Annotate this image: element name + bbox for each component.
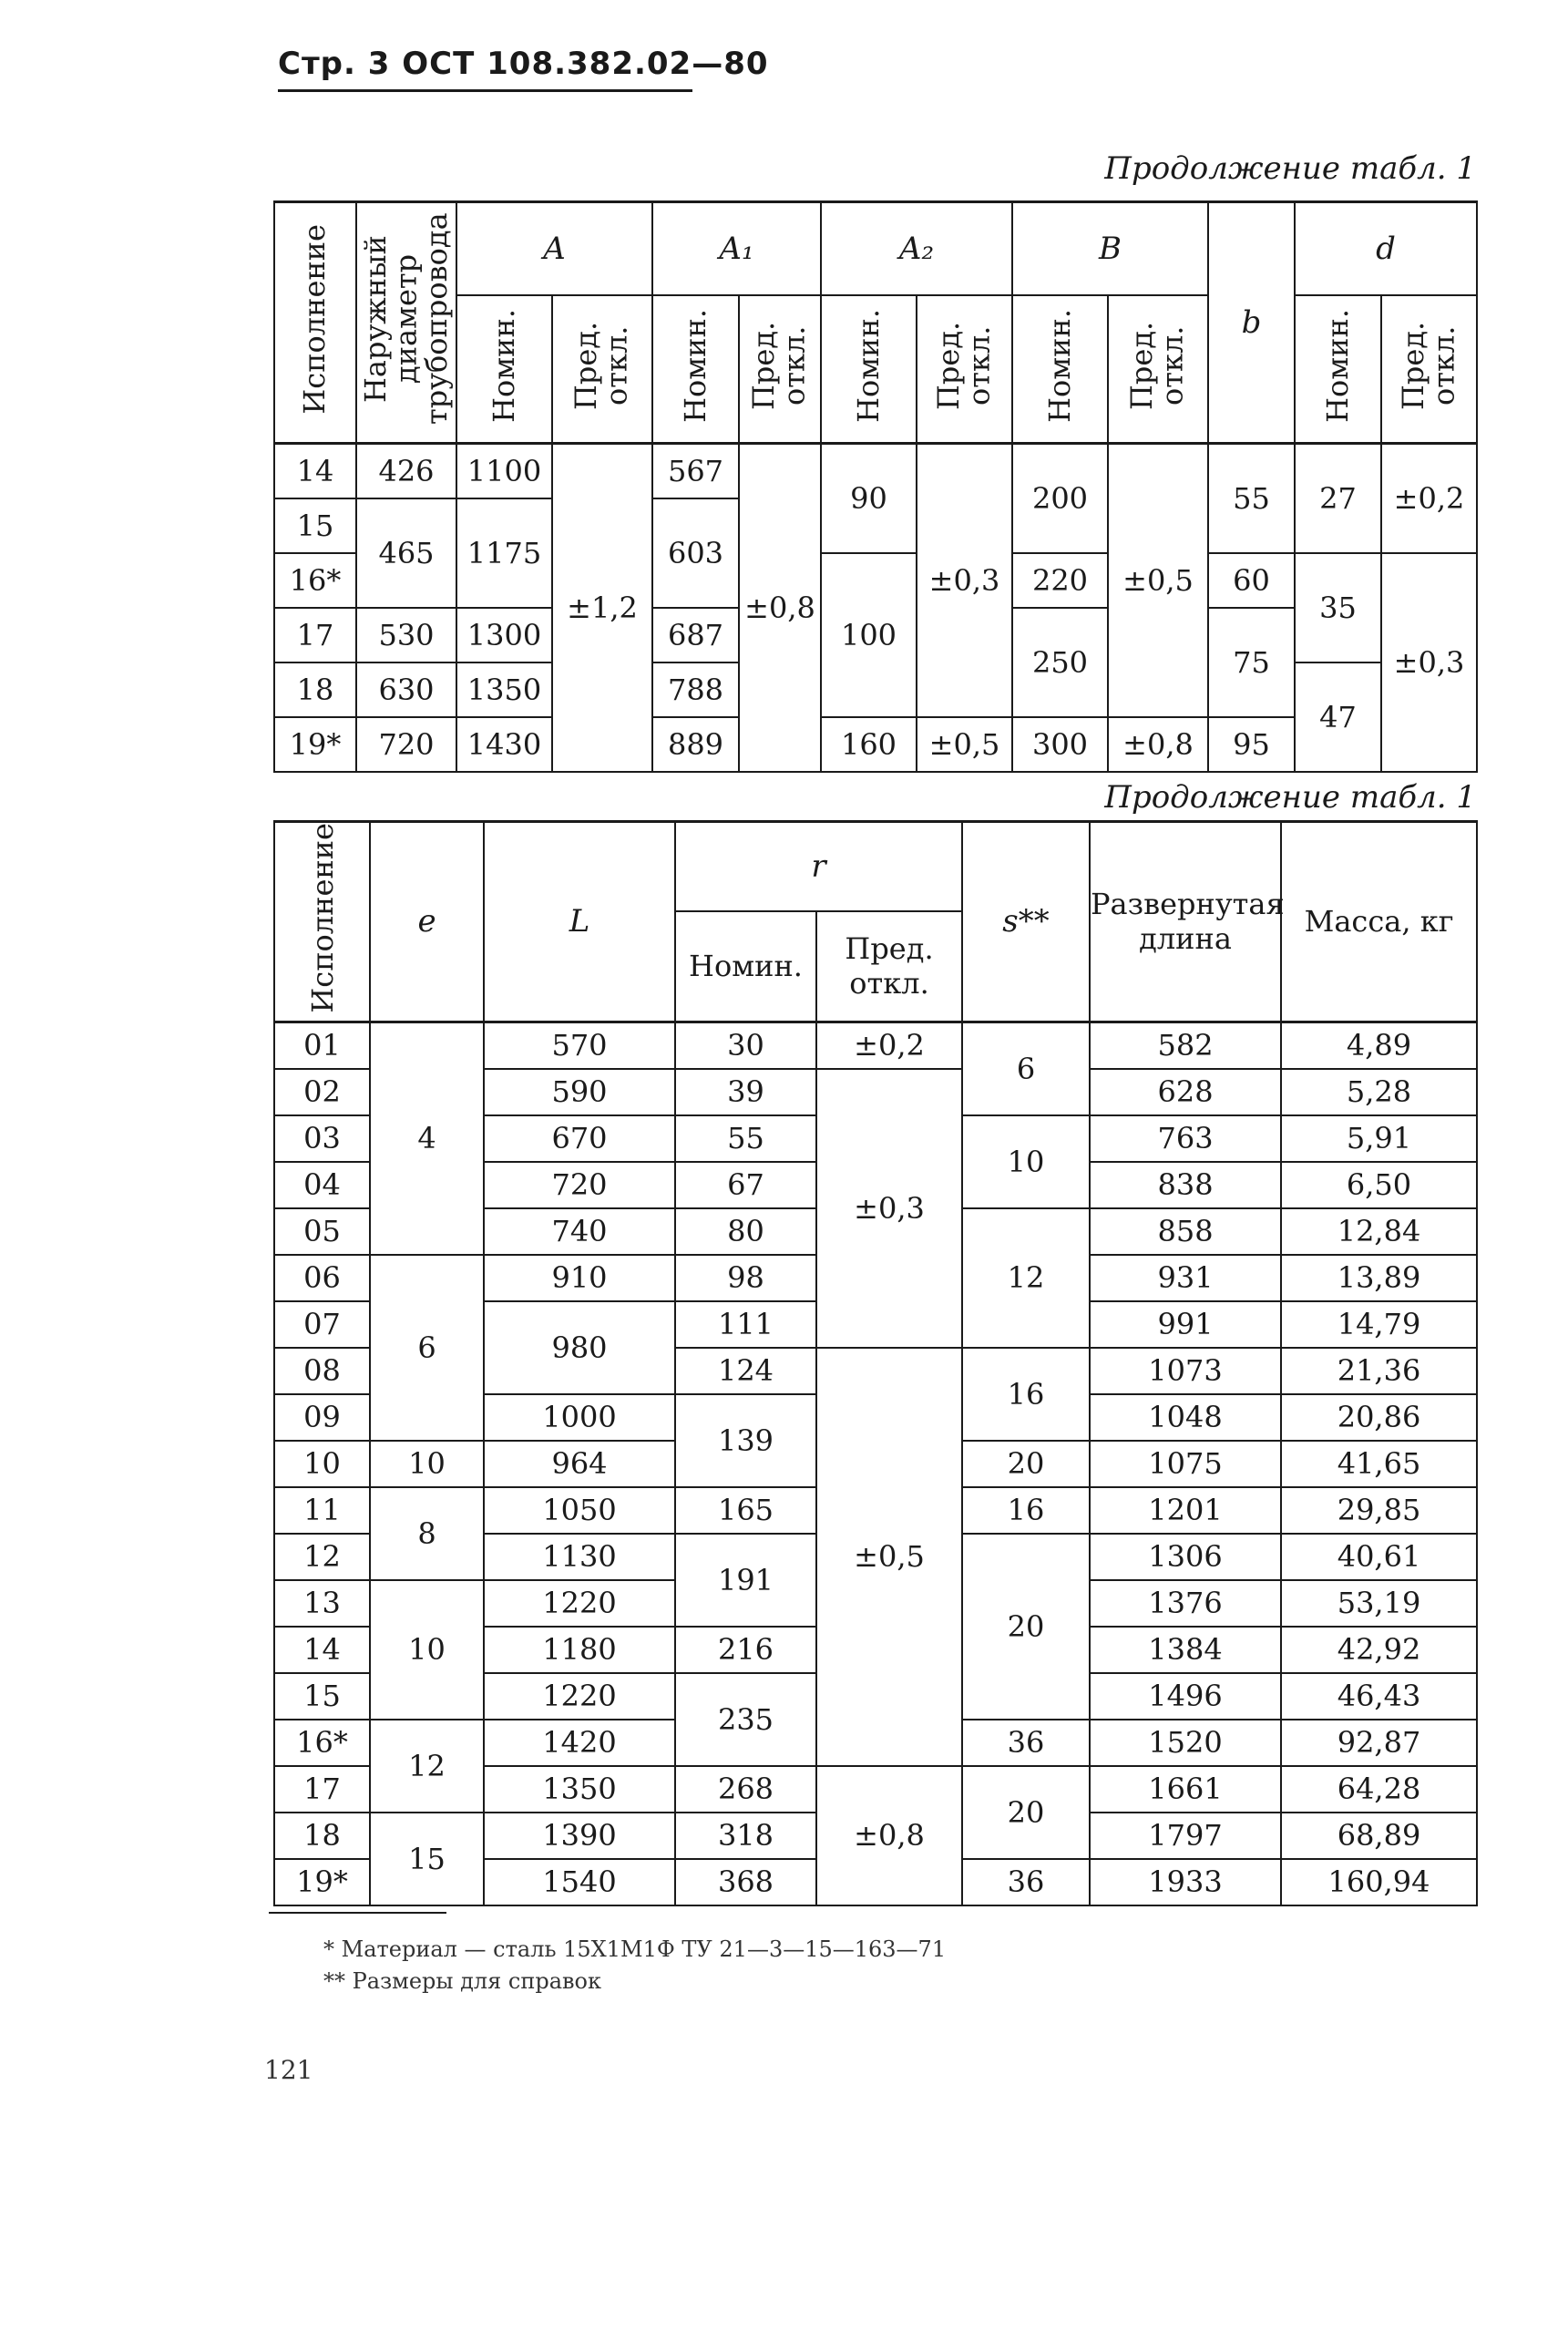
cell-L: 1130 bbox=[484, 1534, 675, 1580]
cell-d: 35 bbox=[1295, 553, 1381, 662]
cell-isp: 03 bbox=[274, 1115, 370, 1162]
cell-razv: 1048 bbox=[1090, 1394, 1281, 1441]
cell-s: 20 bbox=[962, 1441, 1090, 1487]
table2 bbox=[273, 820, 1478, 1906]
cell-r: 55 bbox=[675, 1115, 816, 1162]
cell-A1-pred: ±0,8 bbox=[739, 444, 821, 773]
cell-s: 6 bbox=[962, 1022, 1090, 1115]
cell-razv: 1797 bbox=[1090, 1813, 1281, 1859]
footnote-divider bbox=[269, 1912, 446, 1914]
cell-isp: 08 bbox=[274, 1348, 370, 1394]
cell-razv: 582 bbox=[1090, 1022, 1281, 1069]
cell-isp: 14 bbox=[274, 1627, 370, 1673]
cell-isp: 17 bbox=[274, 1766, 370, 1813]
cell-L: 720 bbox=[484, 1162, 675, 1208]
cell-r: 191 bbox=[675, 1534, 816, 1627]
header-b: b bbox=[1208, 202, 1295, 444]
cell-A1: 889 bbox=[652, 717, 739, 772]
header-e: e bbox=[370, 822, 484, 1022]
cell-A1: 687 bbox=[652, 608, 739, 662]
header-A: A bbox=[456, 202, 652, 296]
cell-b: 55 bbox=[1208, 444, 1295, 554]
cell-b: 75 bbox=[1208, 608, 1295, 717]
cell-razv: 1306 bbox=[1090, 1534, 1281, 1580]
cell-razv: 1661 bbox=[1090, 1766, 1281, 1813]
cell-razv: 1384 bbox=[1090, 1627, 1281, 1673]
cell-razv: 838 bbox=[1090, 1162, 1281, 1208]
header-r: r bbox=[675, 822, 962, 912]
cell-r: 216 bbox=[675, 1627, 816, 1673]
cell-L: 740 bbox=[484, 1208, 675, 1255]
cell-L: 1050 bbox=[484, 1487, 675, 1534]
cell-isp: 06 bbox=[274, 1255, 370, 1301]
cell-diam: 465 bbox=[356, 498, 456, 608]
cell-d-pred: ±0,2 bbox=[1381, 444, 1477, 554]
cell-r: 318 bbox=[675, 1813, 816, 1859]
cell-L: 1390 bbox=[484, 1813, 675, 1859]
cell-L: 1350 bbox=[484, 1766, 675, 1813]
table-row bbox=[274, 1022, 1477, 1069]
cell-razv: 1075 bbox=[1090, 1441, 1281, 1487]
cell-massa: 160,94 bbox=[1281, 1859, 1477, 1905]
cell-razv: 991 bbox=[1090, 1301, 1281, 1348]
cell-razv: 1933 bbox=[1090, 1859, 1281, 1905]
cell-s: 16 bbox=[962, 1487, 1090, 1534]
cell-A2-pred: ±0,5 bbox=[917, 717, 1012, 772]
cell-r: 268 bbox=[675, 1766, 816, 1813]
cell-isp: 16* bbox=[274, 1720, 370, 1766]
cell-diam: 426 bbox=[356, 444, 456, 499]
cell-L: 964 bbox=[484, 1441, 675, 1487]
header-d: d bbox=[1295, 202, 1477, 296]
cell-e: 10 bbox=[370, 1441, 484, 1487]
header-nom: Номин. bbox=[821, 295, 917, 444]
page-number: 121 bbox=[264, 2055, 313, 2085]
cell-B: 300 bbox=[1012, 717, 1108, 772]
cell-A: 1100 bbox=[456, 444, 552, 499]
cell-r: 39 bbox=[675, 1069, 816, 1115]
header-pred: Пред. откл. bbox=[816, 911, 962, 1022]
header-B: B bbox=[1012, 202, 1208, 296]
cell-L: 1180 bbox=[484, 1627, 675, 1673]
cell-L: 670 bbox=[484, 1115, 675, 1162]
cell-A: 1300 bbox=[456, 608, 552, 662]
header-L: L bbox=[484, 822, 675, 1022]
cell-isp: 12 bbox=[274, 1534, 370, 1580]
cell-r: 98 bbox=[675, 1255, 816, 1301]
cell-diam: 720 bbox=[356, 717, 456, 772]
table2-caption: Продолжение табл. 1 bbox=[1104, 779, 1476, 816]
cell-razv: 1520 bbox=[1090, 1720, 1281, 1766]
cell-A-pred: ±1,2 bbox=[552, 444, 652, 773]
cell-A1: 567 bbox=[652, 444, 739, 499]
cell-massa: 68,89 bbox=[1281, 1813, 1477, 1859]
cell-b: 95 bbox=[1208, 717, 1295, 772]
cell-A: 1430 bbox=[456, 717, 552, 772]
cell-massa: 64,28 bbox=[1281, 1766, 1477, 1813]
cell-r-pred: ±0,3 bbox=[816, 1069, 962, 1348]
cell-A2: 160 bbox=[821, 717, 917, 772]
cell-razv: 763 bbox=[1090, 1115, 1281, 1162]
cell-A: 1175 bbox=[456, 498, 552, 608]
cell-isp: 13 bbox=[274, 1580, 370, 1627]
cell-massa: 40,61 bbox=[1281, 1534, 1477, 1580]
header-nom: Номин. bbox=[1295, 295, 1381, 444]
cell-razv: 1201 bbox=[1090, 1487, 1281, 1534]
cell-L: 1000 bbox=[484, 1394, 675, 1441]
cell-razv: 931 bbox=[1090, 1255, 1281, 1301]
cell-razv: 1496 bbox=[1090, 1673, 1281, 1720]
table-row bbox=[274, 444, 1477, 499]
cell-s: 36 bbox=[962, 1859, 1090, 1905]
header-razv: Развернутая длина bbox=[1090, 822, 1281, 1022]
cell-massa: 5,91 bbox=[1281, 1115, 1477, 1162]
cell-isp: 01 bbox=[274, 1022, 370, 1069]
cell-massa: 12,84 bbox=[1281, 1208, 1477, 1255]
cell-razv: 1073 bbox=[1090, 1348, 1281, 1394]
cell-razv: 628 bbox=[1090, 1069, 1281, 1115]
cell-massa: 46,43 bbox=[1281, 1673, 1477, 1720]
cell-A1: 603 bbox=[652, 498, 739, 608]
cell-diam: 630 bbox=[356, 662, 456, 717]
cell-isp: 10 bbox=[274, 1441, 370, 1487]
cell-r: 67 bbox=[675, 1162, 816, 1208]
cell-massa: 14,79 bbox=[1281, 1301, 1477, 1348]
cell-isp: 17 bbox=[274, 608, 356, 662]
cell-e: 15 bbox=[370, 1813, 484, 1905]
header-nom: Номин. bbox=[1012, 295, 1108, 444]
cell-massa: 5,28 bbox=[1281, 1069, 1477, 1115]
header-s: s** bbox=[962, 822, 1090, 1022]
cell-s: 20 bbox=[962, 1766, 1090, 1859]
header-ispolnenie: Исполнение bbox=[274, 202, 356, 444]
header-nom: Номин. bbox=[652, 295, 739, 444]
cell-B: 200 bbox=[1012, 444, 1108, 554]
cell-isp: 09 bbox=[274, 1394, 370, 1441]
cell-r-pred: ±0,5 bbox=[816, 1348, 962, 1766]
cell-isp: 04 bbox=[274, 1162, 370, 1208]
cell-s: 20 bbox=[962, 1534, 1090, 1720]
cell-massa: 20,86 bbox=[1281, 1394, 1477, 1441]
cell-r: 235 bbox=[675, 1673, 816, 1766]
cell-isp: 02 bbox=[274, 1069, 370, 1115]
header-massa: Масса, кг bbox=[1281, 822, 1477, 1022]
cell-d-pred: ±0,3 bbox=[1381, 553, 1477, 772]
cell-isp: 15 bbox=[274, 1673, 370, 1720]
cell-L: 570 bbox=[484, 1022, 675, 1069]
header-pred: Пред. откл. bbox=[1108, 295, 1208, 444]
cell-r: 165 bbox=[675, 1487, 816, 1534]
footnote-material: * Материал — сталь 15Х1М1Ф ТУ 21—3—15—163—71 bbox=[323, 1936, 947, 1962]
cell-s: 10 bbox=[962, 1115, 1090, 1208]
cell-massa: 21,36 bbox=[1281, 1348, 1477, 1394]
cell-L: 1540 bbox=[484, 1859, 675, 1905]
header-pred: Пред. откл. bbox=[1381, 295, 1477, 444]
cell-isp: 05 bbox=[274, 1208, 370, 1255]
cell-s: 12 bbox=[962, 1208, 1090, 1348]
cell-r: 124 bbox=[675, 1348, 816, 1394]
cell-e: 6 bbox=[370, 1255, 484, 1441]
cell-s: 36 bbox=[962, 1720, 1090, 1766]
cell-L: 910 bbox=[484, 1255, 675, 1301]
header-A2: A₂ bbox=[821, 202, 1012, 296]
cell-massa: 41,65 bbox=[1281, 1441, 1477, 1487]
header-underline bbox=[278, 89, 692, 92]
cell-A2: 100 bbox=[821, 553, 917, 717]
header-pred: Пред. откл. bbox=[739, 295, 821, 444]
cell-B: 250 bbox=[1012, 608, 1108, 717]
cell-e: 10 bbox=[370, 1580, 484, 1720]
cell-isp: 14 bbox=[274, 444, 356, 499]
cell-r-pred: ±0,2 bbox=[816, 1022, 962, 1069]
cell-razv: 1376 bbox=[1090, 1580, 1281, 1627]
header-pred: Пред. откл. bbox=[917, 295, 1012, 444]
cell-B-pred: ±0,5 bbox=[1108, 444, 1208, 718]
table1-caption: Продолжение табл. 1 bbox=[1104, 150, 1476, 187]
cell-isp: 15 bbox=[274, 498, 356, 553]
cell-r: 139 bbox=[675, 1394, 816, 1487]
header-ispolnenie: Исполнение bbox=[274, 822, 370, 1022]
cell-e: 4 bbox=[370, 1022, 484, 1255]
cell-L: 980 bbox=[484, 1301, 675, 1394]
cell-r: 111 bbox=[675, 1301, 816, 1348]
cell-A: 1350 bbox=[456, 662, 552, 717]
cell-razv: 858 bbox=[1090, 1208, 1281, 1255]
cell-diam: 530 bbox=[356, 608, 456, 662]
header-pred: Пред. откл. bbox=[552, 295, 652, 444]
cell-L: 1220 bbox=[484, 1580, 675, 1627]
cell-A1: 788 bbox=[652, 662, 739, 717]
cell-isp: 18 bbox=[274, 662, 356, 717]
cell-massa: 6,50 bbox=[1281, 1162, 1477, 1208]
cell-isp: 19* bbox=[274, 717, 356, 772]
header-diameter: Наружный диаметр трубопровода bbox=[356, 202, 456, 444]
cell-massa: 13,89 bbox=[1281, 1255, 1477, 1301]
cell-e: 12 bbox=[370, 1720, 484, 1813]
cell-massa: 42,92 bbox=[1281, 1627, 1477, 1673]
cell-isp: 16* bbox=[274, 553, 356, 608]
footnote-reference: ** Размеры для справок bbox=[323, 1968, 602, 1994]
header-nom: Номин. bbox=[675, 911, 816, 1022]
cell-A2: 90 bbox=[821, 444, 917, 554]
cell-e: 8 bbox=[370, 1487, 484, 1580]
page-header: Стр. 3 ОСТ 108.382.02—80 bbox=[278, 46, 769, 82]
cell-massa: 4,89 bbox=[1281, 1022, 1477, 1069]
cell-isp: 11 bbox=[274, 1487, 370, 1534]
cell-s: 16 bbox=[962, 1348, 1090, 1441]
cell-L: 1420 bbox=[484, 1720, 675, 1766]
cell-d: 47 bbox=[1295, 662, 1381, 772]
cell-massa: 53,19 bbox=[1281, 1580, 1477, 1627]
cell-A2-pred: ±0,3 bbox=[917, 444, 1012, 718]
cell-b: 60 bbox=[1208, 553, 1295, 608]
cell-L: 1220 bbox=[484, 1673, 675, 1720]
cell-r: 80 bbox=[675, 1208, 816, 1255]
table1 bbox=[273, 200, 1478, 773]
cell-d: 27 bbox=[1295, 444, 1381, 554]
cell-r-pred: ±0,8 bbox=[816, 1766, 962, 1905]
cell-B-pred: ±0,8 bbox=[1108, 717, 1208, 772]
cell-isp: 19* bbox=[274, 1859, 370, 1905]
cell-r: 30 bbox=[675, 1022, 816, 1069]
header-nom: Номин. bbox=[456, 295, 552, 444]
cell-massa: 92,87 bbox=[1281, 1720, 1477, 1766]
cell-L: 590 bbox=[484, 1069, 675, 1115]
cell-B: 220 bbox=[1012, 553, 1108, 608]
cell-r: 368 bbox=[675, 1859, 816, 1905]
cell-massa: 29,85 bbox=[1281, 1487, 1477, 1534]
cell-isp: 07 bbox=[274, 1301, 370, 1348]
cell-isp: 18 bbox=[274, 1813, 370, 1859]
header-A1: A₁ bbox=[652, 202, 821, 296]
